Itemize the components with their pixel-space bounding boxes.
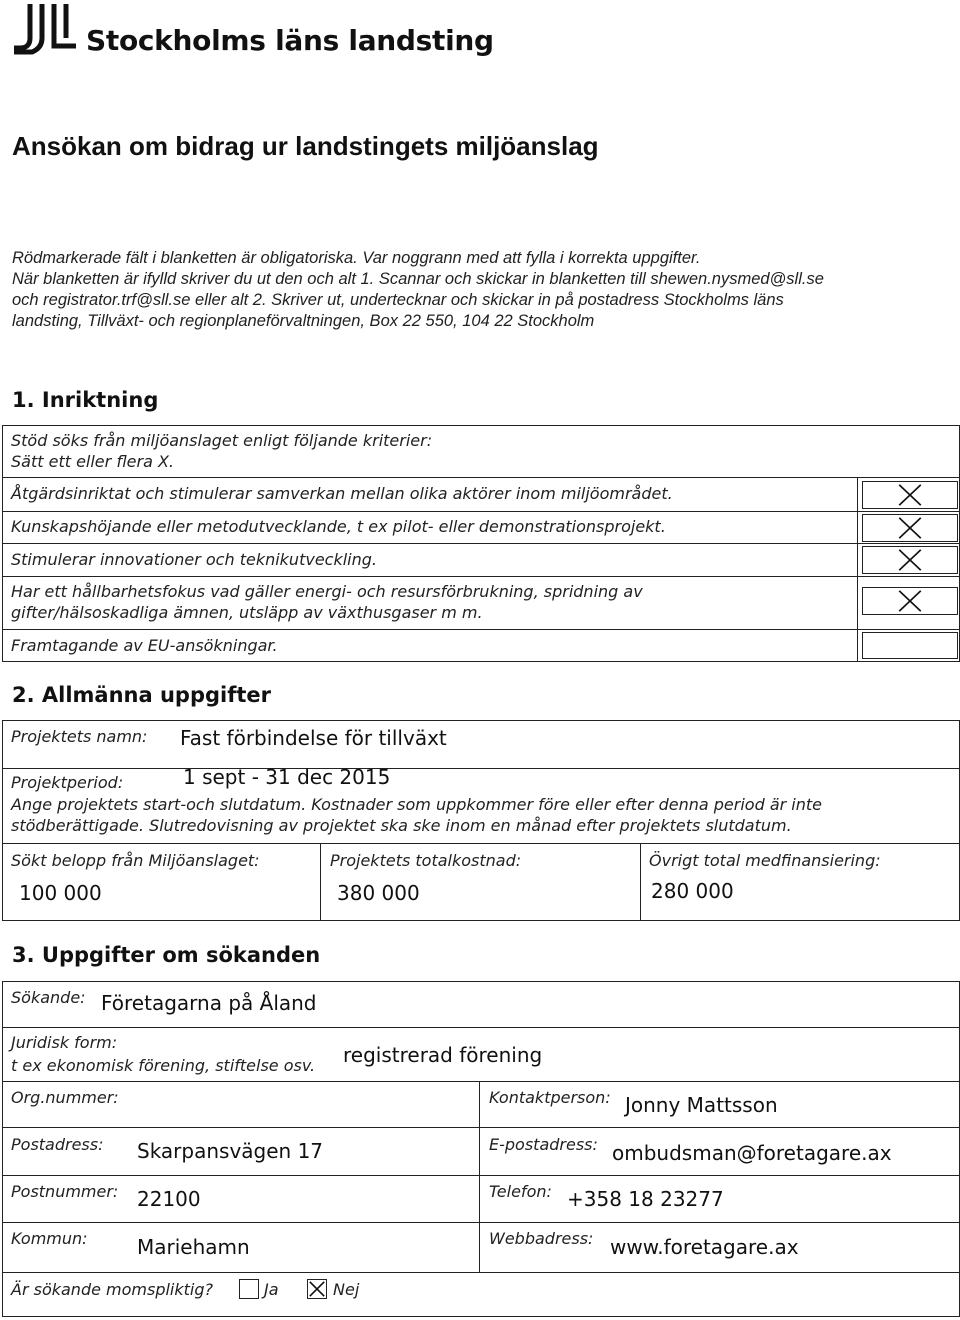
divider: [2, 1127, 960, 1128]
intro-line: Rödmarkerade fält i blanketten är obligatoriska. Var noggrann med att fylla i korrekta uppgifter.: [12, 249, 701, 267]
x-mark-icon: [863, 515, 957, 541]
divider: [640, 843, 641, 921]
criterion-label: Åtgärdsinriktat och stimulerar samverkan mellan olika aktörer inom miljöområdet.: [11, 484, 673, 503]
divider: [2, 1222, 960, 1223]
intro-text: [12, 248, 952, 332]
zip-field[interactable]: 22100: [137, 1187, 201, 1211]
project-name-field[interactable]: Fast förbindelse för tillväxt: [180, 726, 447, 750]
x-mark-icon: [863, 588, 957, 614]
project-name-label: Projektets namn:: [11, 727, 148, 746]
divider: [2, 843, 960, 844]
divider: [2, 576, 960, 577]
divider: [2, 1175, 960, 1176]
criterion-checkbox[interactable]: [862, 481, 958, 509]
zip-label: Postnummer:: [11, 1182, 119, 1201]
vat-yes-checkbox[interactable]: [239, 1279, 259, 1299]
email-field[interactable]: ombudsman@foretagare.ax: [612, 1141, 892, 1165]
phone-label: Telefon:: [489, 1182, 552, 1201]
contact-person-field[interactable]: Jonny Mattsson: [625, 1093, 778, 1117]
municipality-label: Kommun:: [11, 1229, 88, 1248]
vat-question-label: Är sökande momspliktig?: [11, 1280, 214, 1299]
phone-field[interactable]: +358 18 23277: [567, 1187, 724, 1211]
email-label: E-postadress:: [489, 1135, 598, 1154]
divider: [2, 511, 960, 512]
divider: [2, 1272, 960, 1273]
project-period-field[interactable]: 1 sept - 31 dec 2015: [183, 765, 391, 789]
section-heading-inriktning: 1. Inriktning: [12, 388, 159, 412]
legal-form-hint: t ex ekonomisk förening, stiftelse osv.: [11, 1056, 316, 1075]
legal-form-label: Juridisk form:: [11, 1033, 118, 1052]
section-heading-sokanden: 3. Uppgifter om sökanden: [12, 943, 321, 967]
total-cost-field[interactable]: 380 000: [337, 881, 420, 905]
criterion-label: Stimulerar innovationer och teknikutveckling.: [11, 550, 377, 569]
intro-line: landsting, Tillväxt- och regionplaneförvaltningen, Box 22 550, 104 22 Stockholm: [12, 312, 595, 330]
criteria-lead: Stöd söks från miljöanslaget enligt följande kriterier:: [11, 431, 433, 450]
x-mark-icon: [308, 1280, 326, 1298]
criterion-checkbox[interactable]: [862, 514, 958, 542]
criterion-label: Har ett hållbarhetsfokus vad gäller energi- och resursförbrukning, spridning av: [11, 582, 643, 601]
divider: [2, 477, 960, 478]
applicant-field[interactable]: Företagarna på Åland: [101, 991, 317, 1015]
vat-no-checkbox[interactable]: [307, 1279, 327, 1299]
address-field[interactable]: Skarpansvägen 17: [137, 1139, 324, 1163]
criterion-checkbox[interactable]: [862, 587, 958, 615]
amount-field[interactable]: 100 000: [19, 881, 102, 905]
divider: [857, 477, 858, 662]
sll-logo-mark: [12, 2, 82, 56]
x-mark-icon: [863, 482, 957, 508]
logo: [12, 2, 494, 64]
contact-person-label: Kontaktperson:: [489, 1088, 611, 1107]
project-period-label: Projektperiod:: [11, 773, 124, 792]
amount-label: Sökt belopp från Miljöanslaget:: [11, 851, 260, 870]
x-mark-icon: [863, 547, 957, 573]
page-title: Ansökan om bidrag ur landstingets miljöanslag: [12, 131, 599, 161]
intro-line: och registrator.trf@sll.se eller alt 2. Skriver ut, undertecknar och skickar in på postadress Stockholms läns: [12, 291, 784, 309]
cofinancing-field[interactable]: 280 000: [651, 879, 734, 903]
divider: [320, 843, 321, 921]
cofinancing-label: Övrigt total medfinansiering:: [649, 851, 881, 870]
divider: [2, 629, 960, 630]
criterion-label: Framtagande av EU-ansökningar.: [11, 636, 278, 655]
vat-no-label: Nej: [333, 1280, 360, 1299]
org-name: Stockholms läns landsting: [86, 24, 494, 57]
divider: [2, 768, 960, 769]
address-label: Postadress:: [11, 1135, 104, 1154]
municipality-field[interactable]: Mariehamn: [137, 1235, 250, 1259]
applicant-label: Sökande:: [11, 988, 86, 1007]
criterion-checkbox[interactable]: [862, 632, 958, 659]
criteria-instruction: Sätt ett eller flera X.: [11, 452, 175, 471]
org-number-label: Org.nummer:: [11, 1088, 119, 1107]
section-heading-allmanna: 2. Allmänna uppgifter: [12, 683, 272, 707]
divider: [2, 543, 960, 544]
website-field[interactable]: www.foretagare.ax: [610, 1235, 799, 1259]
divider: [479, 1081, 480, 1272]
intro-line: När blanketten är ifylld skriver du ut den och alt 1. Scannar och skickar in blanketten till shewen.nysmed@sll.se: [12, 270, 824, 288]
legal-form-field[interactable]: registrerad förening: [343, 1043, 543, 1067]
divider: [2, 1027, 960, 1028]
criterion-label: Kunskapshöjande eller metodutvecklande, t ex pilot- eller demonstrationsprojekt.: [11, 517, 666, 536]
website-label: Webbadress:: [489, 1229, 594, 1248]
criterion-label: gifter/hälsoskadliga ämnen, utsläpp av växthusgaser m m.: [11, 603, 483, 622]
total-cost-label: Projektets totalkostnad:: [330, 851, 522, 870]
vat-yes-label: Ja: [264, 1280, 279, 1299]
criterion-checkbox[interactable]: [862, 546, 958, 574]
project-period-note: Ange projektets start-och slutdatum. Kostnader som uppkommer före eller efter denna period är inte: [11, 795, 822, 814]
project-period-note: stödberättigade. Slutredovisning av projektet ska ske inom en månad efter projektets slutdatum.: [11, 816, 792, 835]
divider: [2, 1081, 960, 1082]
